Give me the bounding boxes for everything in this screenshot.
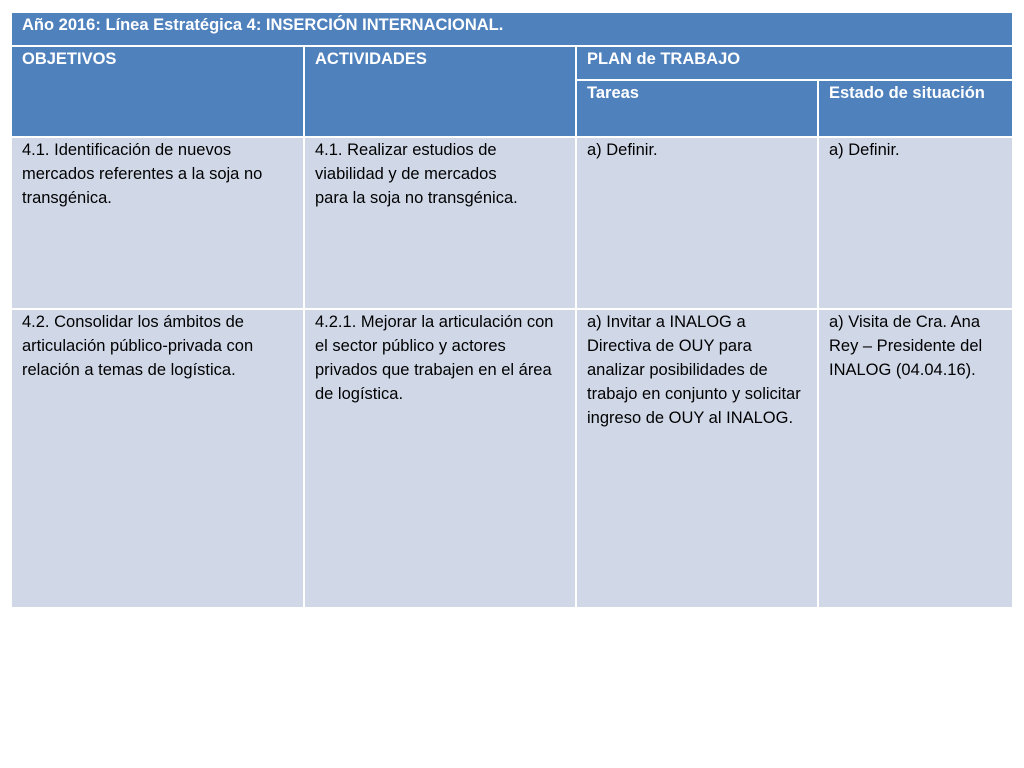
cell-objetivo: 4.1. Identificación de nuevos mercados referentes a la soja no transgénica. [12,138,305,310]
table-row [12,138,1012,310]
cell-actividad: 4.2.1. Mejorar la articulación con el sector público y actores privados que trabajen en el área de logística. [305,310,577,609]
cell-actividad: 4.1. Realizar estudios de viabilidad y de mercados para la soja no transgénica. [305,138,577,310]
cell-tarea: a) Definir. [577,138,819,310]
header-estado: Estado de situación [819,81,1012,138]
strategic-plan-table [12,13,1012,609]
table-row [12,310,1012,609]
cell-estado: a) Definir. [819,138,1012,310]
header-plan-de-trabajo: PLAN de TRABAJO [577,47,1012,81]
table-title: Año 2016: Línea Estratégica 4: INSERCIÓN INTERNACIONAL. [12,13,1012,47]
cell-estado: a) Visita de Cra. Ana Rey – Presidente del INALOG (04.04.16). [819,310,1012,609]
header-tareas: Tareas [577,81,819,138]
cell-objetivo: 4.2. Consolidar los ámbitos de articulación público-privada con relación a temas de logística. [12,310,305,609]
header-objetivos: OBJETIVOS [12,47,305,138]
cell-tarea: a) Invitar a INALOG a Directiva de OUY para analizar posibilidades de trabajo en conjunto y solicitar ingreso de OUY al INALOG. [577,310,819,609]
header-actividades: ACTIVIDADES [305,47,577,138]
